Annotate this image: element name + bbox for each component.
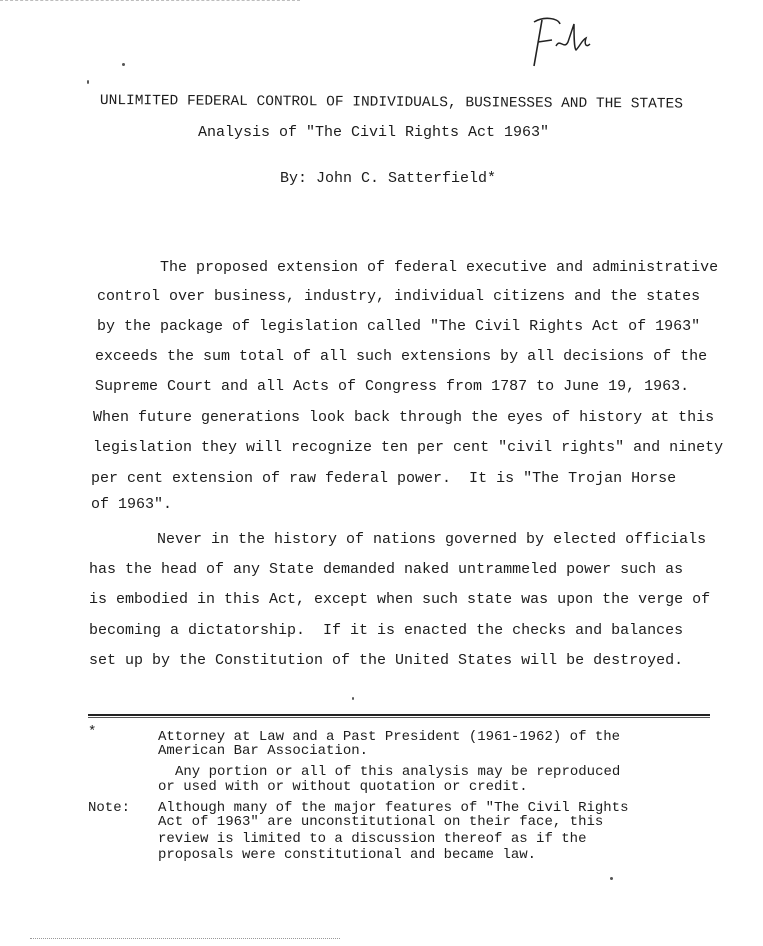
body-line: has the head of any State demanded naked untrammeled power such as	[89, 561, 684, 578]
page-subtitle: Analysis of "The Civil Rights Act 1963"	[198, 124, 550, 141]
top-edge-dash	[0, 0, 300, 1]
footnote-marker: *	[88, 724, 97, 740]
body-line: control over business, industry, individual citizens and the states	[97, 288, 701, 305]
scan-speck	[87, 80, 89, 84]
note-line: review is limited to a discussion thereof as if the	[158, 831, 587, 847]
note-line: Act of 1963" are unconstitutional on their face, this	[158, 814, 604, 830]
body-line: When future generations look back through the eyes of history at this	[93, 409, 715, 426]
body-line: exceeds the sum total of all such extensions by all decisions of the	[95, 348, 708, 365]
footnote-line: Any portion or all of this analysis may be reproduced	[175, 764, 621, 780]
body-line: by the package of legislation called "The Civil Rights Act of 1963"	[97, 318, 701, 335]
body-line: legislation they will recognize ten per cent "civil rights" and ninety	[93, 439, 724, 456]
byline: By: John C. Satterfield*	[280, 170, 497, 187]
body-line: Never in the history of nations governed by elected officials	[157, 531, 707, 548]
note-label: Note:	[88, 800, 131, 816]
handwritten-file-mark	[530, 14, 600, 70]
scan-speck	[610, 877, 613, 880]
page-title: UNLIMITED FEDERAL CONTROL OF INDIVIDUALS, BUSINESSES AND THE STATES	[99, 92, 683, 113]
footnote-line: or used with or without quotation or credit.	[158, 779, 528, 795]
footnote-line: American Bar Association.	[158, 743, 369, 759]
body-line: Supreme Court and all Acts of Congress from 1787 to June 19, 1963.	[95, 378, 690, 395]
footnote-divider	[88, 714, 710, 716]
bottom-edge-dots	[30, 938, 340, 939]
body-line: is embodied in this Act, except when such state was upon the verge of	[89, 591, 711, 608]
footnote-line: Attorney at Law and a Past President (1961-1962) of the	[158, 729, 621, 745]
footnote-divider-shadow	[88, 717, 710, 718]
body-line: becoming a dictatorship. If it is enacted the checks and balances	[89, 622, 684, 639]
body-line: The proposed extension of federal executive and administrative	[160, 259, 719, 276]
body-line: per cent extension of raw federal power. It is "The Trojan Horse	[91, 470, 677, 487]
note-line: proposals were constitutional and became law.	[158, 847, 537, 863]
body-line: of 1963".	[91, 496, 173, 513]
body-line: set up by the Constitution of the United States will be destroyed.	[89, 652, 684, 669]
scan-speck	[122, 63, 125, 66]
note-line: Although many of the major features of "The Civil Rights	[158, 800, 629, 816]
scan-speck	[352, 697, 354, 700]
